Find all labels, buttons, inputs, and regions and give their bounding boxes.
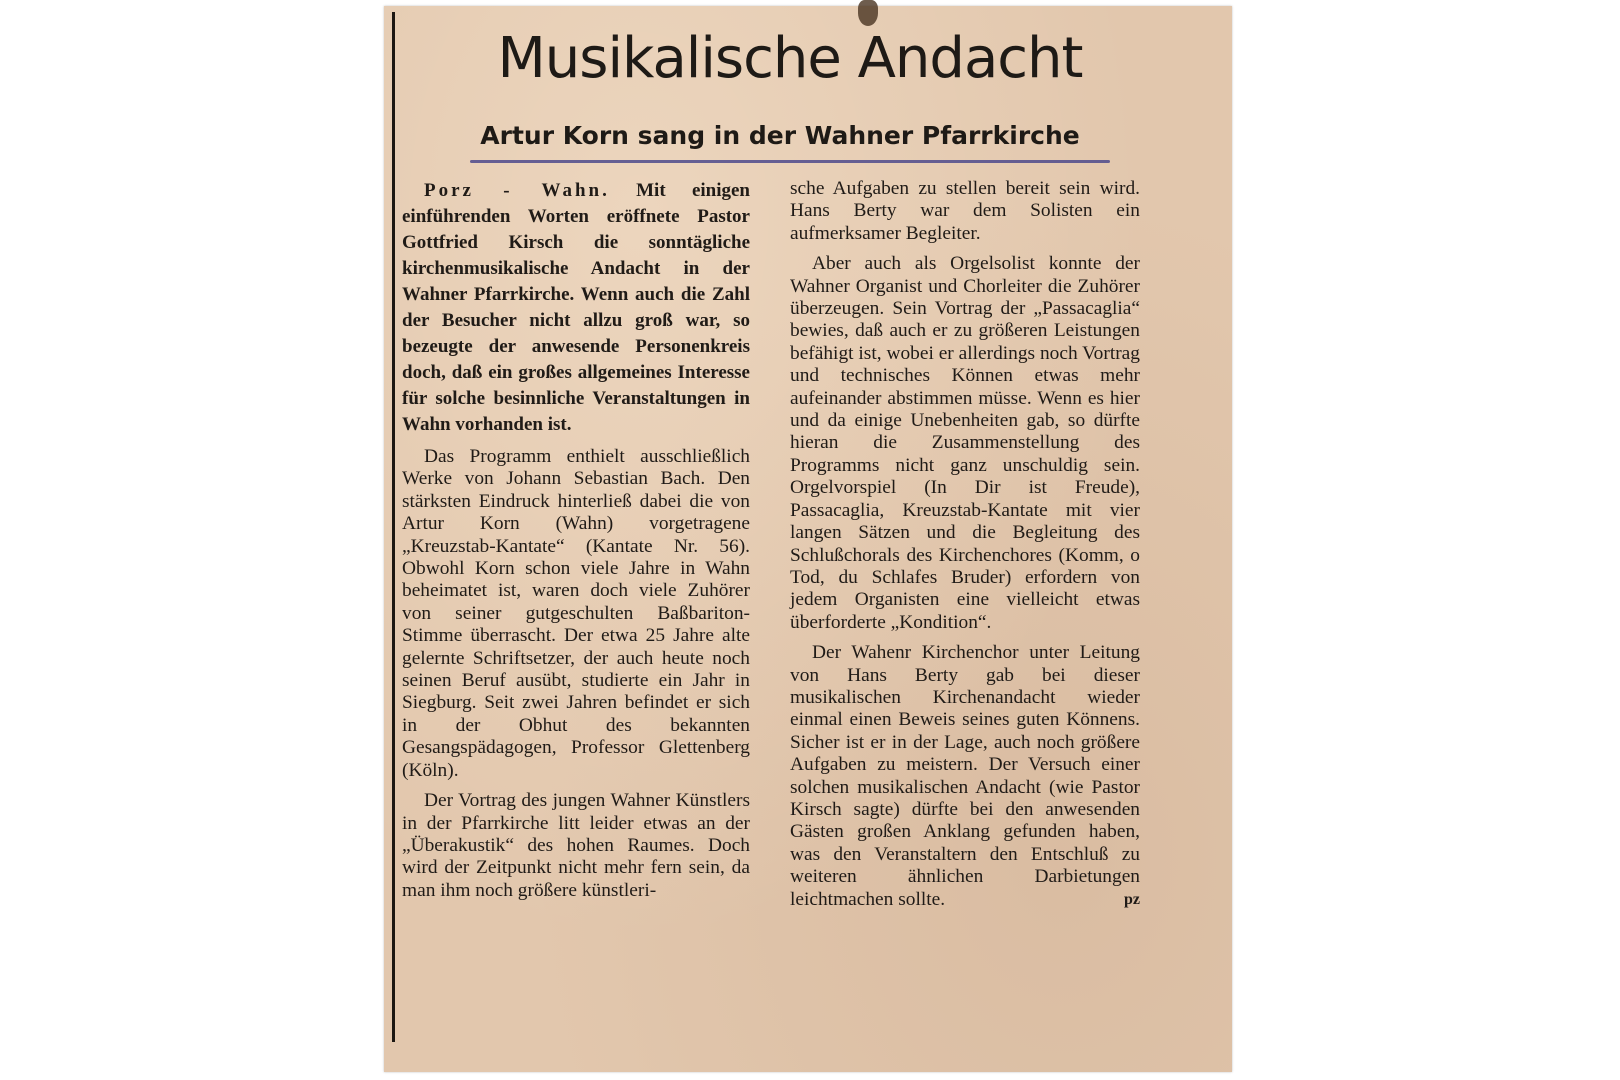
lead-paragraph (402, 178, 750, 438)
left-column (402, 178, 750, 910)
body-paragraph (790, 642, 1140, 911)
headline: Musikalische Andacht (497, 26, 1083, 91)
closing-text: Der Wahenr Kirchenchor unter Leitung von Hans Berty gab bei dieser musikalischen Kirchenandacht wieder einmal einen Beweis seines guten Könnens. Sicher ist er in der Lage, auch noch größere Aufgaben zu meistern. Der Versuch einer solchen musikalischen Andacht (wie Pastor Kirsch sagte) dürfte bei den anwesenden Gästen großen Anklang gefunden haben, was den Veranstaltern den Entschluß zu weiteren ähnlichen Darbietungen leichtmachen sollte. (790, 642, 1140, 910)
body-paragraph: Das Programm enthielt ausschließlich Werke von Johann Sebastian Bach. Den stärksten Eindruck hinterließ dabei die von Artur Korn (Wahn) vorgetragene „Kreuzstab-Kantate“ (Kantate Nr. 56). Obwohl Korn schon viele Jahre in Wahn beheimatet ist, waren doch viele Zuhörer von seiner gutgeschulten Baßbariton-Stimme überrascht. Der etwa 25 Jahre alte gelernte Schriftsetzer, der auch heute noch seinen Beruf ausübt, studierte ein Jahr in Siegburg. Seit zwei Jahren befindet er sich in der Obhut des bekannten Gesangspädagogen, Professor Glettenberg (Köln). (402, 446, 750, 781)
dateline: Porz - Wahn. (424, 180, 610, 201)
subheadline: Artur Korn sang in der Wahner Pfarrkirche (480, 121, 1080, 150)
lead-text: Mit einigen einführenden Worten eröffnete Pastor Gottfried Kirsch die sonntägliche kirchenmusikalische Andacht in der Wahner Pfarrkirche. Wenn auch die Zahl der Besucher nicht allzu groß war, so bezeugte der anwesende Personenkreis doch, daß ein großes allgemeines Interesse für solche besinnliche Veranstaltungen in Wahn vorhanden ist. (402, 180, 750, 435)
body-paragraph: sche Aufgaben zu stellen bereit sein wird. Hans Berty war dem Solisten ein aufmerksamer Begleiter. (790, 178, 1140, 244)
body-paragraph: Der Vortrag des jungen Wahner Künstlers in der Pfarrkirche litt leider etwas an der „Überakustik“ des hohen Raumes. Doch wird der Zeitpunkt nicht mehr fern sein, da man ihm noch größere künstleri- (402, 790, 750, 901)
column-rule (392, 12, 395, 1042)
body-paragraph: Aber auch als Orgelsolist konnte der Wahner Organist und Chorleiter die Zuhörer überzeugen. Sein Vortrag der „Passacaglia“ bewies, daß auch er zu größeren Leistungen befähigt ist, wobei er allerdings noch Vortrag und technisches Können etwas mehr aufeinander abstimmen müsse. Wenn es hier und da einige Unebenheiten gab, so dürfte hieran die Zusammenstellung des Programms nicht ganz unschuldig sein. Orgelvorspiel (In Dir ist Freude), Passacaglia, Kreuzstab-Kantate mit vier langen Sätzen und die Begleitung des Schlußchorals des Kirchenchores (Komm, o Tod, du Schlafes Bruder) erfordern von jedem Organisten eine vielleicht etwas überforderte „Kondition“. (790, 253, 1140, 633)
pen-underline (470, 160, 1110, 163)
author-signature: pz (1124, 890, 1140, 908)
ink-stain (858, 0, 878, 26)
right-column (790, 178, 1140, 919)
